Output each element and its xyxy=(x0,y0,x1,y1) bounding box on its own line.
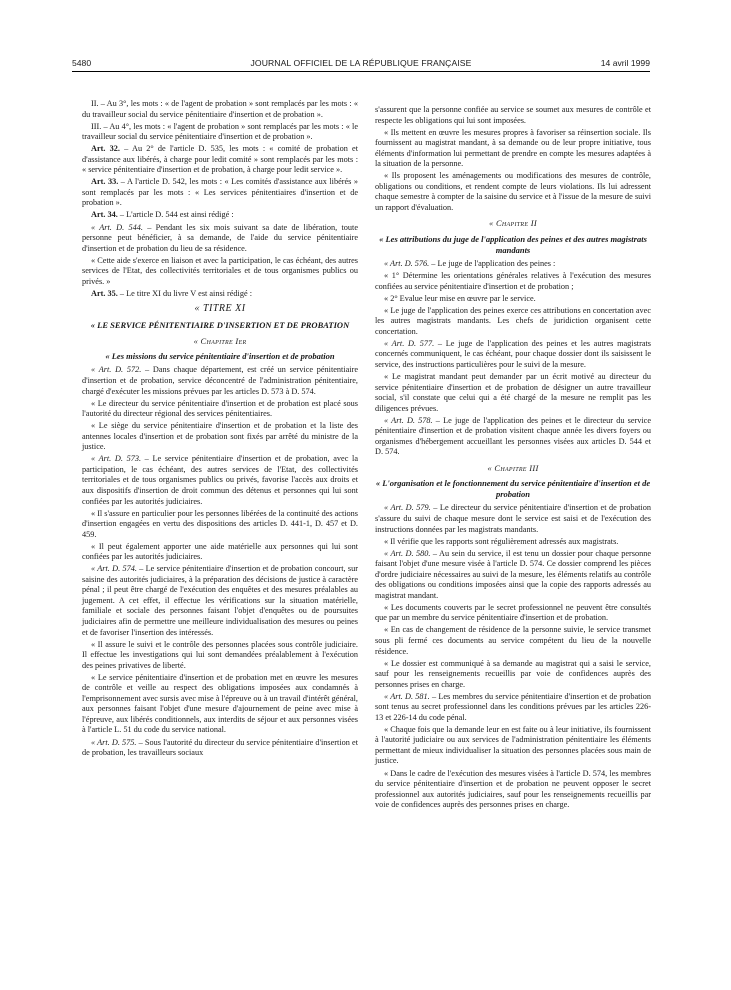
article-text: – Dans chaque département, est créé un service pénitentiaire d'insertion et de probation, service déconcentré de l'administration pénitentiaire, chargé d'exécuter les missions prévues par les articles D. 573 à D. 574. xyxy=(82,365,358,396)
article-text: – Au 2° de l'article D. 535, les mots : « comité de probation et d'assistance aux libérés, à charge pour ledit comité » sont remplacés par les mots : « service pénitentiaire d'insertion et de probation, à charge pour ledit service ». xyxy=(82,144,358,175)
paragraph: « Le dossier est communiqué à sa demande au magistrat qui a saisi le service, sauf pour les renseignements recueillis par voie de confidences auprès des personnes prises en charge. xyxy=(375,658,651,689)
article-d574 xyxy=(82,564,358,638)
article-ref: « Art. D. 572. xyxy=(91,365,142,375)
left-column xyxy=(82,99,358,760)
article-text: – Le juge de l'application des peines et le directeur du service pénitentiaire d'insertion et de probation visitent chaque année les divers foyers ou organismes d'hébergement accueillant les personnes visées aux articles D. 544 et D. 574. xyxy=(375,415,652,457)
article-label: Art. 32. xyxy=(91,144,120,154)
paragraph: « Chaque fois que la demande leur en est faite ou à leur initiative, ils fournissent à l'autorité judiciaire ou aux services de l'administration pénitentiaire les éléments permettant de mieux individualiser la situation des personnes placées sous main de justice. xyxy=(375,724,651,766)
article-label: Art. 33. xyxy=(91,177,119,187)
chapter-heading: « Chapitre II xyxy=(488,218,538,229)
article-text: – Le titre XI du livre V est ainsi rédigé : xyxy=(117,288,252,298)
article-label: Art. 34. xyxy=(91,210,118,220)
article-label: Art. 35. xyxy=(91,288,118,298)
paragraph: « Il assure le suivi et le contrôle des personnes placées sous contrôle judiciaire. Il effectue les investigations qui lui sont demandées préalablement à l'exécution des peines privatives de liberté. xyxy=(82,639,358,670)
chapter-heading: « Chapitre III xyxy=(487,462,539,473)
article-d576 xyxy=(375,259,651,270)
paragraph: « Dans le cadre de l'exécution des mesures visées à l'article D. 574, les membres du service pénitentiaire d'insertion et de probation ne peuvent opposer le secret professionnel aux autorités judiciaires, sauf pour les renseignements recueillis par voie de confidences auprès des personnes prises en charge. xyxy=(375,768,651,810)
article-d580 xyxy=(375,549,651,602)
article-35 xyxy=(82,289,358,300)
article-d573 xyxy=(82,454,358,507)
article-34 xyxy=(82,210,358,221)
chapter-heading: « Chapitre Ier xyxy=(193,335,247,346)
journal-title: JOURNAL OFFICIEL DE LA RÉPUBLIQUE FRANÇAISE xyxy=(250,58,472,68)
chapter-title: « Les missions du service pénitentiaire d'insertion et de probation xyxy=(105,351,335,362)
article-ref: « Art. D. 580. xyxy=(384,548,431,558)
chapter-title: « Les attributions du juge de l'application des peines et des autres magistrats mandants xyxy=(379,234,647,256)
paragraph: II. – Au 3°, les mots : « de l'agent de probation » sont remplacés par les mots : « du travailleur social du service pénitentiaire d'insertion et de probation ». xyxy=(82,99,358,119)
chapter-title: « L'organisation et le fonctionnement du service pénitentiaire d'insertion et de probation xyxy=(375,478,651,500)
paragraph: s'assurent que la personne confiée au service se soumet aux mesures de contrôle et respecte les obligations qui lui sont imposées. xyxy=(375,105,651,125)
paragraph: « En cas de changement de résidence de la personne suivie, le service transmet sous pli fermé ces documents au service compétent du lieu de la nouvelle résidence. xyxy=(375,625,651,656)
article-33 xyxy=(82,177,358,209)
title-heading: « TITRE XI xyxy=(194,303,246,315)
paragraph: « Il peut également apporter une aide matérielle aux personnes qui lui sont confiées par les autorités judiciaires. xyxy=(82,541,358,562)
title-name-heading: « LE SERVICE PÉNITENTIAIRE D'INSERTION ET DE PROBATION xyxy=(90,319,350,330)
article-d572 xyxy=(82,365,358,397)
paragraph: « Le service pénitentiaire d'insertion et de probation met en œuvre les mesures de contrôle et veille au respect des obligations imposées aux condamnés à l'emprisonnement avec sursis avec mise à l'épreuve ou à un travail d'intérêt général, aux personnes faisant l'objet d'une mesure d'ajournement de peine avec mise à l'épreuve, aux libérés conditionnels, aux interdits de séjour et aux personnes visées à l'article L. 51 du code du service national. xyxy=(82,672,358,735)
article-ref: « Art. D. 578. xyxy=(384,415,433,425)
article-ref: « Art. D. 577. xyxy=(384,338,435,348)
article-d579 xyxy=(375,503,651,535)
header-rule xyxy=(72,71,650,72)
article-text: – Le service pénitentiaire d'insertion et de probation concourt, sur saisine des autorités judiciaires, à la préparation des décisions de justice à caractère pénal ; il peut être chargé de l'exécution des enquêtes et des mesures préalables au jugement. A cet effet, il effectue les vérifications sur la situation matérielle, familiale et sociale des personnes faisant l'objet d'enquêtes ou de poursuites judiciaires afin de permettre une meilleure individualisation des mesures ou peines et de favoriser l'insertion des intéressés. xyxy=(82,564,358,637)
article-ref: « Art. D. 579. xyxy=(384,503,431,513)
paragraph: « Ils mettent en œuvre les mesures propres à favoriser sa réinsertion sociale. Ils fournissent au magistrat mandant, à sa demande ou de leur propre initiative, tous éléments d'information lui permettant de prendre en compte les mesures adaptées à la situation de la personne. xyxy=(375,127,651,169)
article-text: – Pendant les six mois suivant sa date de libération, toute personne peut bénéficier, à sa demande, de l'aide du service pénitentiaire d'insertion et de probation du lieu de sa résidence. xyxy=(82,222,358,253)
article-ref: « Art. D. 574. xyxy=(91,564,137,574)
article-text: – Le juge de l'application des peines : xyxy=(429,259,556,269)
article-ref: « Art. D. 575. xyxy=(91,737,137,747)
paragraph: « 2° Evalue leur mise en œuvre par le service. xyxy=(384,293,536,303)
article-text: – A l'article D. 542, les mots : « Les comités d'assistance aux libérés » sont remplacés par les mots : « Les services pénitentiaires d'insertion et de probation ». xyxy=(82,177,359,208)
paragraph: III. – Au 4°, les mots : « l'agent de probation » sont remplacés par les mots : « le travailleur social du service pénitentiaire d'insertion et de probation ». xyxy=(82,121,358,142)
paragraph: « Ils proposent les aménagements ou modifications des mesures de contrôle, obligations ou conditions, et rendent compte de leurs violations. Ils lui adressent chaque semestre à compter de la saisine du service et à l'issue de la mesure de suivi un rapport d'évaluation. xyxy=(375,171,651,212)
article-text: – Le juge de l'application des peines et les autres magistrats concernés communiquent, le cas échéant, pour chaque dossier dont ils saisissent le service, des instructions particulières pour le suivi de la mesure. xyxy=(375,338,651,369)
article-ref: « Art. D. 544. xyxy=(91,222,143,232)
paragraph: « Le magistrat mandant peut demander par un écrit motivé au directeur du service pénitentiaire d'insertion et de probation de désigner un autre travailleur social, s'il constate que celui qui a été chargé de la mesure ne remplit pas les diligences prévues. xyxy=(375,371,651,413)
paragraph: « 1° Détermine les orientations générales relatives à l'exécution des mesures confiées au service pénitentiaire d'insertion et de probation ; xyxy=(375,271,651,291)
page-number: 5480 xyxy=(72,58,92,68)
article-text: – Le directeur du service pénitentiaire d'insertion et de probation s'assure du suivi de chaque mesure dont le service est saisi et de l'exécution des instructions données par les magistrats mandants. xyxy=(375,503,651,534)
article-ref: « Art. D. 581. xyxy=(384,691,430,701)
article-text: – Le service pénitentiaire d'insertion et de probation, avec la participation, le cas échéant, des autres services de l'Etat, des collectivités territoriales et de tous organismes publics ou privés, favorise l'accès aux droits et aux dispositifs d'insertion de droit commun des détenus et personnes qui lui sont confiées par les autorités judiciaires. xyxy=(82,454,358,506)
article-d578 xyxy=(375,416,651,458)
article-text: – Les membres du service pénitentiaire d'insertion et de probation sont tenus au secret professionnel dans les conditions prévues par les articles 226-13 et 226-14 du code pénal. xyxy=(375,691,651,722)
article-d577 xyxy=(375,339,651,371)
paragraph: « Le directeur du service pénitentiaire d'insertion et de probation est placé sous l'autorité du directeur régional des services pénitentiaires. xyxy=(82,398,358,419)
article-text: – L'article D. 544 est ainsi rédigé : xyxy=(117,210,234,220)
issue-date: 14 avril 1999 xyxy=(600,58,650,68)
paragraph: « Il s'assure en particulier pour les personnes libérées de la continuité des actions d'insertion engagées en vertu des dispositions des articles D. 441-1, D. 457 et D. 459. xyxy=(82,508,359,539)
article-text: – Sous l'autorité du directeur du service pénitentiaire d'insertion et de probation, les travailleurs sociaux xyxy=(82,737,358,758)
article-32 xyxy=(82,144,358,176)
article-ref: « Art. D. 573. xyxy=(91,454,142,464)
paragraph: « Il vérifie que les rapports sont régulièrement adressés aux magistrats. xyxy=(384,536,619,546)
paragraph: « Les documents couverts par le secret professionnel ne peuvent être consultés que par un membre du service pénitentiaire d'insertion et de probation. xyxy=(375,602,651,623)
paragraph: « Le juge de l'application des peines exerce ces attributions en concertation avec les autres magistrats mandants. Les chefs de juridiction organisent cette concertation. xyxy=(375,305,651,336)
article-d581 xyxy=(375,692,651,724)
paragraph: « Le siège du service pénitentiaire d'insertion et de probation et la liste des antennes locales d'insertion et de probation sont fixés par arrêté du ministre de la justice. xyxy=(82,421,358,452)
paragraph: « Cette aide s'exerce en liaison et avec la participation, le cas échéant, des autres services de l'Etat, des collectivités territoriales et de tous organismes publics ou privés. » xyxy=(82,255,358,286)
right-column xyxy=(375,105,651,812)
article-text: – Au sein du service, il est tenu un dossier pour chaque personne faisant l'objet d'une mesure visée à l'article D. 574. Ce dossier comprend les pièces d'ordre judiciaire nécessaires au suivi de la mesure, les éléments relatifs au contrôle des obligations ou conditions imposées ainsi que la copie des rapports adressés au magistrat mandant. xyxy=(375,548,651,600)
page-header xyxy=(72,58,650,72)
article-ref: « Art. D. 576. xyxy=(384,259,430,269)
article-d544 xyxy=(82,223,358,255)
article-d575 xyxy=(82,738,358,759)
